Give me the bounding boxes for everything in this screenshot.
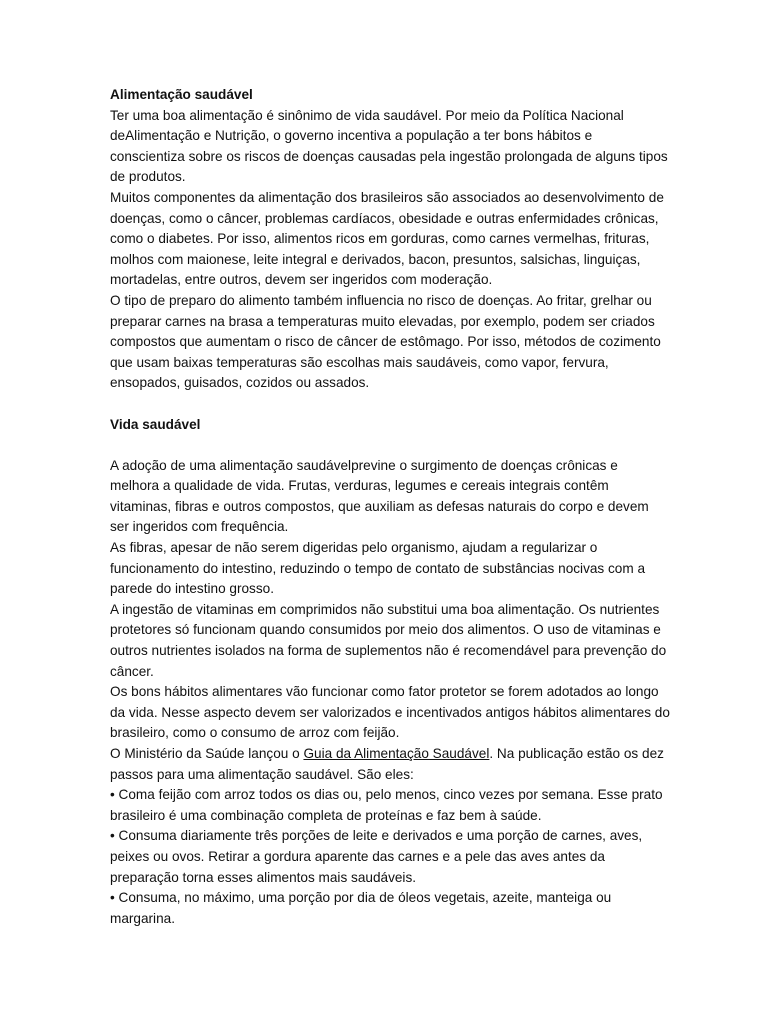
paragraph-with-link bbox=[110, 744, 670, 785]
spacer bbox=[110, 435, 670, 456]
section-heading-alimentacao: Alimentação saudável bbox=[110, 87, 253, 102]
paragraph: A ingestão de vitaminas em comprimidos não substitui uma boa alimentação. Os nutrientes protetores só funcionam quando consumidos por meio dos alimentos. O uso de vitaminas e outros nutrientes isolados na forma de suplementos não é recomendável para prevenção do câncer. bbox=[110, 601, 667, 679]
guia-alimentacao-link[interactable]: Guia da Alimentação Saudável bbox=[303, 746, 490, 761]
bullet-item: • Coma feijão com arroz todos os dias ou, pelo menos, cinco vezes por semana. Esse prato brasileiro é uma combinação completa de proteínas e faz bem à saúde. bbox=[110, 787, 663, 823]
paragraph: Ter uma boa alimentação é sinônimo de vida saudável. Por meio da Política Nacional deAlimentação e Nutrição, o governo incentiva a população a ter bons hábitos e conscientiza sobre os riscos de doenças causadas pela ingestão prolongada de alguns tipos de produtos. bbox=[110, 107, 668, 185]
paragraph-text: . Na publicação estão os dez passos para uma alimentação saudável. São eles: bbox=[110, 746, 664, 782]
paragraph-text: O Ministério da Saúde lançou o bbox=[110, 746, 304, 761]
paragraph: As fibras, apesar de não serem digeridas pelo organismo, ajudam a regularizar o funcionamento do intestino, reduzindo o tempo de contato de substâncias nocivas com a parede do intestino grosso. bbox=[110, 540, 646, 597]
paragraph: O tipo de preparo do alimento também influencia no risco de doenças. Ao fritar, grelhar ou preparar carnes na brasa a temperaturas muito elevadas, por exemplo, podem ser criados compostos que aumentam o risco de câncer de estômago. Por isso, métodos de cozimento que usam baixas temperaturas são escolhas mais saudáveis, como vapor, fervura, ensopados, guisados, cozidos ou assados. bbox=[110, 292, 661, 391]
bullet-item: • Consuma, no máximo, uma porção por dia de óleos vegetais, azeite, manteiga ou margarina. bbox=[110, 890, 612, 926]
paragraph: Os bons hábitos alimentares vão funcionar como fator protetor se forem adotados ao longo da vida. Nesse aspecto devem ser valorizados e incentivados antigos hábitos alimentares do brasileiro, como o consumo de arroz com feijão. bbox=[110, 684, 670, 741]
paragraph: Muitos componentes da alimentação dos brasileiros são associados ao desenvolvimento de doenças, como o câncer, problemas cardíacos, obesidade e outras enfermidades crônicas, como o diabetes. Por isso, alimentos ricos em gorduras, como carnes vermelhas, frituras, molhos com maionese, leite integral e derivados, bacon, presuntos, salsichas, linguiças, mortadelas, entre outros, devem ser ingeridos com moderação. bbox=[110, 189, 664, 288]
bullet-item: • Consuma diariamente três porções de leite e derivados e uma porção de carnes, aves, peixes ou ovos. Retirar a gordura aparente das carnes e a pele das aves antes da preparação torna esses alimentos mais saudáveis. bbox=[110, 828, 643, 885]
spacer bbox=[110, 394, 670, 415]
paragraph: A adoção de uma alimentação saudávelprevine o surgimento de doenças crônicas e melhora a qualidade de vida. Frutas, verduras, legumes e cereais integrais contêm vitaminas, fibras e outros compostos, que auxiliam as defesas naturais do corpo e devem ser ingeridos com frequência. bbox=[110, 457, 649, 535]
document-page bbox=[110, 85, 670, 929]
section-heading-vida: Vida saudável bbox=[110, 416, 201, 432]
